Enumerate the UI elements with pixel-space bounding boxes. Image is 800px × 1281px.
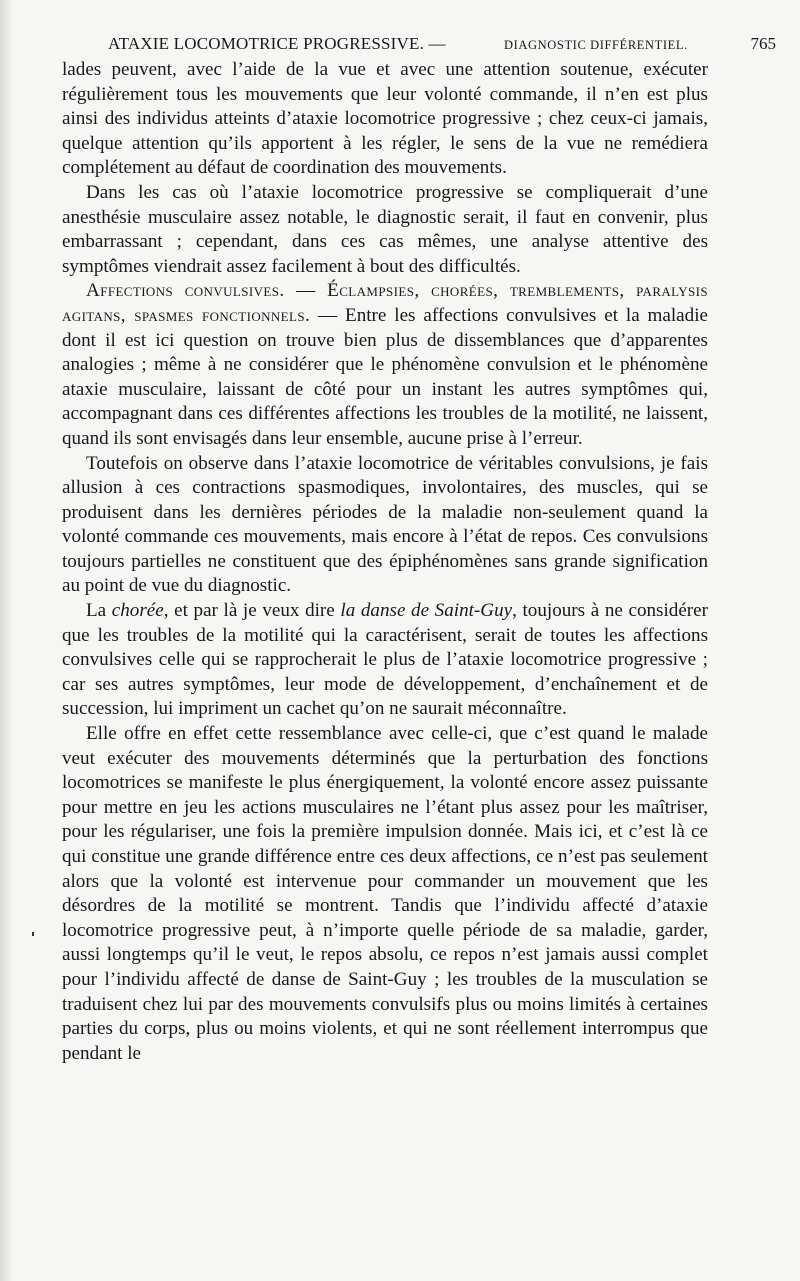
page-number: 765: [750, 34, 776, 53]
running-title: [108, 34, 446, 54]
header-title: ATAXIE LOCOMOTRICE PROGRESSIVE.: [108, 34, 425, 53]
section-heading: Affections convulsives. — Éclampsies, chorées, tremblements, paralysis agitans, spasmes fonctionnels.: [62, 280, 708, 326]
paragraph-anesthesia: Dans les cas où l’ataxie locomotrice progressive se compliquerait d’une anesthésie musculaire assez notable, le diagnostic serait, il faut en convenir, plus embarrassant ; cependant, dans ces cas mêmes, une analyse attentive des symptômes viendrait assez facilement à bout des difficultés.: [62, 181, 708, 277]
paragraph-chorea: [62, 599, 708, 722]
running-header: [62, 34, 776, 54]
text-run: , toujours à ne considérer que les troubles de la motilité qui la caractérisent, serait de toutes les affections convulsives celle qui se rapprocherait le plus de l’ataxie locomotrice progressive ; car ses autres symptômes, leur mode de développement, d’enchaînement et de succession, lui impriment un cachet qu’on ne saurait méconnaître.: [62, 600, 708, 720]
margin-mark: [32, 932, 34, 936]
body-text: [62, 58, 708, 1066]
page-gutter-shadow: [0, 0, 14, 1281]
header-subtitle: DIAGNOSTIC DIFFÉRENTIEL.: [504, 38, 688, 52]
paragraph-resemblance: Elle offre en effet cette ressemblance avec celle-ci, que c’est quand le malade veut exécuter des mouvements déterminés que la perturbation des fonctions locomotrices se manifeste le plus énergiquement, la volonté encore assez puissante pour mettre en jeu les actions musculaires ne l’étant plus assez pour les maîtriser, pour les régulariser, une fois la première impulsion donnée. Mais ici, et c’est là ce qui constitue une grande différence entre ces deux affections, ce n’est pas seulement alors que la volonté est intervenue pour commander un mouvement que les désordres de la motilité se montrent. Tandis que l’individu affecté d’ataxie locomotrice progressive peut, à n’importe quelle période de sa maladie, garder, aussi longtemps qu’il le veut, le repos absolu, ce repos n’est jamais aussi complet pour l’individu affecté de danse de Saint-Guy ; les troubles de la musculation se traduisent chez lui par des mouvements convulsifs plus ou moins limités à certaines parties du corps, plus ou moins violents, et qui ne sont réellement interrompus que pendant le: [62, 723, 708, 1064]
paragraph-text: — Entre les affections convulsives et la maladie dont il est ici question on trouve bien plus de dissemblances que d’apparentes analogies ; même à ne considérer que le phénomène convulsion et le phénomène ataxie musculaire, laissant de côté pour un instant les autres symptômes qui, accompagnant dans ces différentes affections les troubles de la motilité, ne laissent, quand ils sont envisagés dans leur ensemble, aucune prise à l’erreur.: [62, 304, 708, 449]
text-run: La: [86, 600, 112, 622]
paragraph-convulsions: Toutefois on observe dans l’ataxie locomotrice de véritables convulsions, je fais allusion à ces contractions spasmodiques, involontaires, des muscles, qui se produisent dans les dernières périodes de la maladie non-seulement quand la volonté commande ces mouvements, mais encore à l’état de repos. Ces convulsions toujours partielles ne constituent que des épiphénomènes sans grande signification au point de vue du diagnostic.: [62, 452, 708, 597]
paragraph-continued: lades peuvent, avec l’aide de la vue et avec une attention soutenue, exécuter régulièrement tous les mouvements que leur volonté commande, il n’en est plus ainsi des individus atteints d’ataxie locomotrice progressive ; chez ceux-ci jamais, quelque attention qu’ils apportent à les régler, le sens de la vue ne remédiera complétement au défaut de coordination des mouvements.: [62, 59, 708, 179]
paragraph-convulsive-affections: [62, 279, 708, 451]
text-run: , et par là je veux dire: [163, 600, 341, 622]
italic-term-danse: la danse de Saint-Guy: [340, 600, 513, 622]
header-separator: —: [428, 34, 446, 53]
italic-term-choree: chorée: [111, 600, 164, 622]
